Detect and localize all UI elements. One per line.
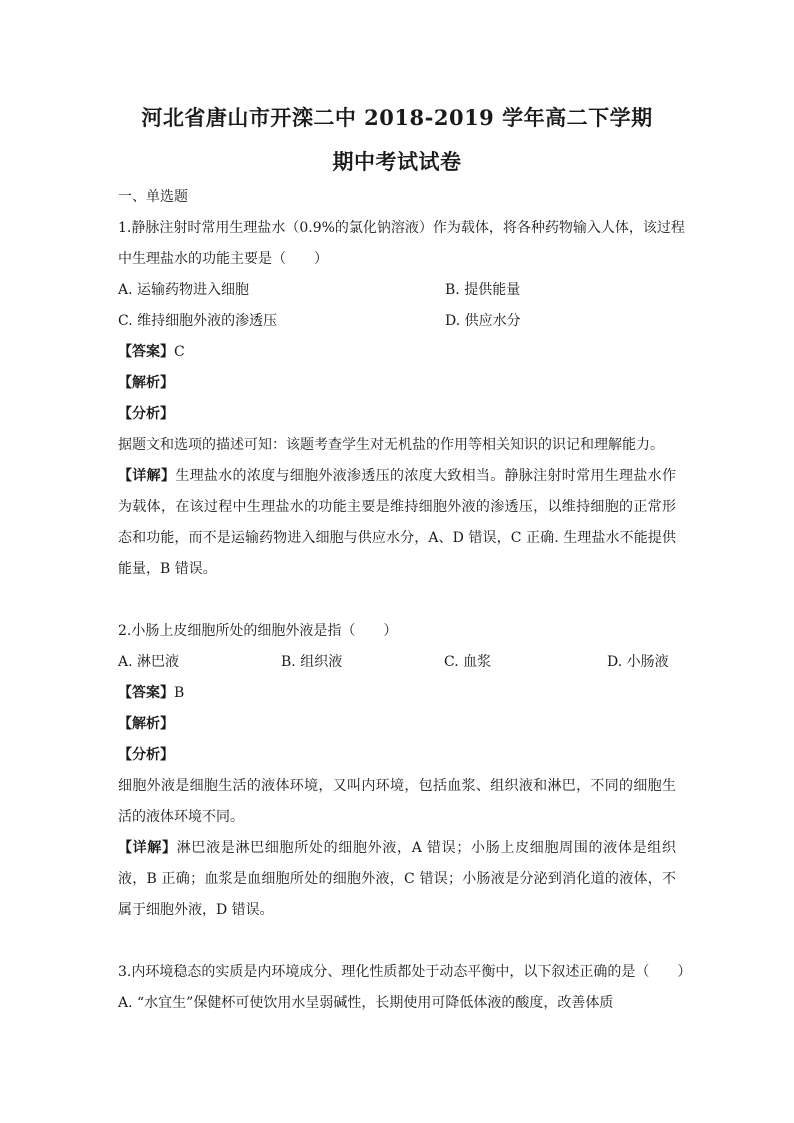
q2-answer <box>118 678 676 709</box>
q1-detail-label: 【详解】 <box>118 468 176 484</box>
section-heading: 一、单选题 <box>118 189 188 205</box>
q2-jiexi-label: 【解析】 <box>118 716 174 732</box>
q2-options <box>118 647 676 678</box>
q2-stem: 2.小肠上皮细胞所处的细胞外液是指（ ） <box>118 623 398 639</box>
q1-option-c: C. 维持细胞外液的渗透压 <box>118 313 278 329</box>
title-line-2: 期中考试试卷 <box>332 149 462 174</box>
q2-option-a: A. 淋巴液 <box>118 654 180 670</box>
q2-detail <box>118 833 676 926</box>
q2-option-b: B. 组织液 <box>281 654 343 670</box>
q2-detail-text: 淋巴液是淋巴细胞所处的细胞外液，A 错误；小肠上皮细胞周围的液体是组织液，B 正确；血浆是血细胞所处的细胞外液，C 错误；小肠液是分泌到消化道的液体，不属于细胞外液，D 错误。 <box>118 840 676 918</box>
q1-answer-value: C <box>174 344 185 360</box>
question-1 <box>118 213 685 585</box>
q2-analysis: 细胞外液是细胞生活的液体环境，又叫内环境，包括血浆、组织液和淋巴，不同的细胞生活的液体环境不同。 <box>118 778 676 825</box>
q1-answer <box>118 337 676 368</box>
q2-answer-label: 【答案】 <box>118 685 174 701</box>
q1-option-b: B. 提供能量 <box>445 282 521 298</box>
q2-fenxi-label: 【分析】 <box>118 747 174 763</box>
q3-stem: 3.内环境稳态的实质是内环境成分、理化性质都处于动态平衡中，以下叙述正确的是（ ） <box>118 964 692 980</box>
q2-option-c: C. 血浆 <box>444 654 492 670</box>
q1-options <box>118 275 676 337</box>
q1-jiexi-label: 【解析】 <box>118 375 174 391</box>
q1-stem-line-1: 1.静脉注射时常用生理盐水（0.9%的氯化钠溶液）作为载体，将各种药物输入人体，该过程 <box>118 220 685 236</box>
q1-fenxi-label: 【分析】 <box>118 406 174 422</box>
q1-analysis: 据题文和选项的描述可知：该题考查学生对无机盐的作用等相关知识的识记和理解能力。 <box>118 437 664 453</box>
question-3 <box>118 957 692 1019</box>
q2-detail-label: 【详解】 <box>118 840 177 856</box>
q2-option-d: D. 小肠液 <box>607 654 669 670</box>
q1-option-d: D. 供应水分 <box>445 313 521 329</box>
q1-option-a: A. 运输药物进入细胞 <box>118 282 250 298</box>
q2-answer-value: B <box>174 685 185 701</box>
spacer <box>118 926 676 957</box>
exam-page <box>118 100 692 1019</box>
q1-stem-line-2: 中生理盐水的功能主要是（ ） <box>118 251 328 267</box>
q1-answer-label: 【答案】 <box>118 344 174 360</box>
question-2 <box>118 616 676 926</box>
title-line-1: 河北省唐山市开滦二中 2018-2019 学年高二下学期 <box>141 105 653 130</box>
q1-detail <box>118 461 676 585</box>
spacer <box>118 585 676 616</box>
q1-detail-text: 生理盐水的浓度与细胞外液渗透压的浓度大致相当。静脉注射时常用生理盐水作为载体，在该过程中生理盐水的功能主要是维持细胞外液的渗透压，以维持细胞的正常形态和功能，而不是运输药物进入细胞与供应水分，A、D 错误，C 正确. 生理盐水不能提供能量，B 错误。 <box>118 468 677 577</box>
q3-option-a: A. “水宜生”保健杯可使饮用水呈弱碱性，长期使用可降低体液的酸度，改善体质 <box>118 995 614 1011</box>
